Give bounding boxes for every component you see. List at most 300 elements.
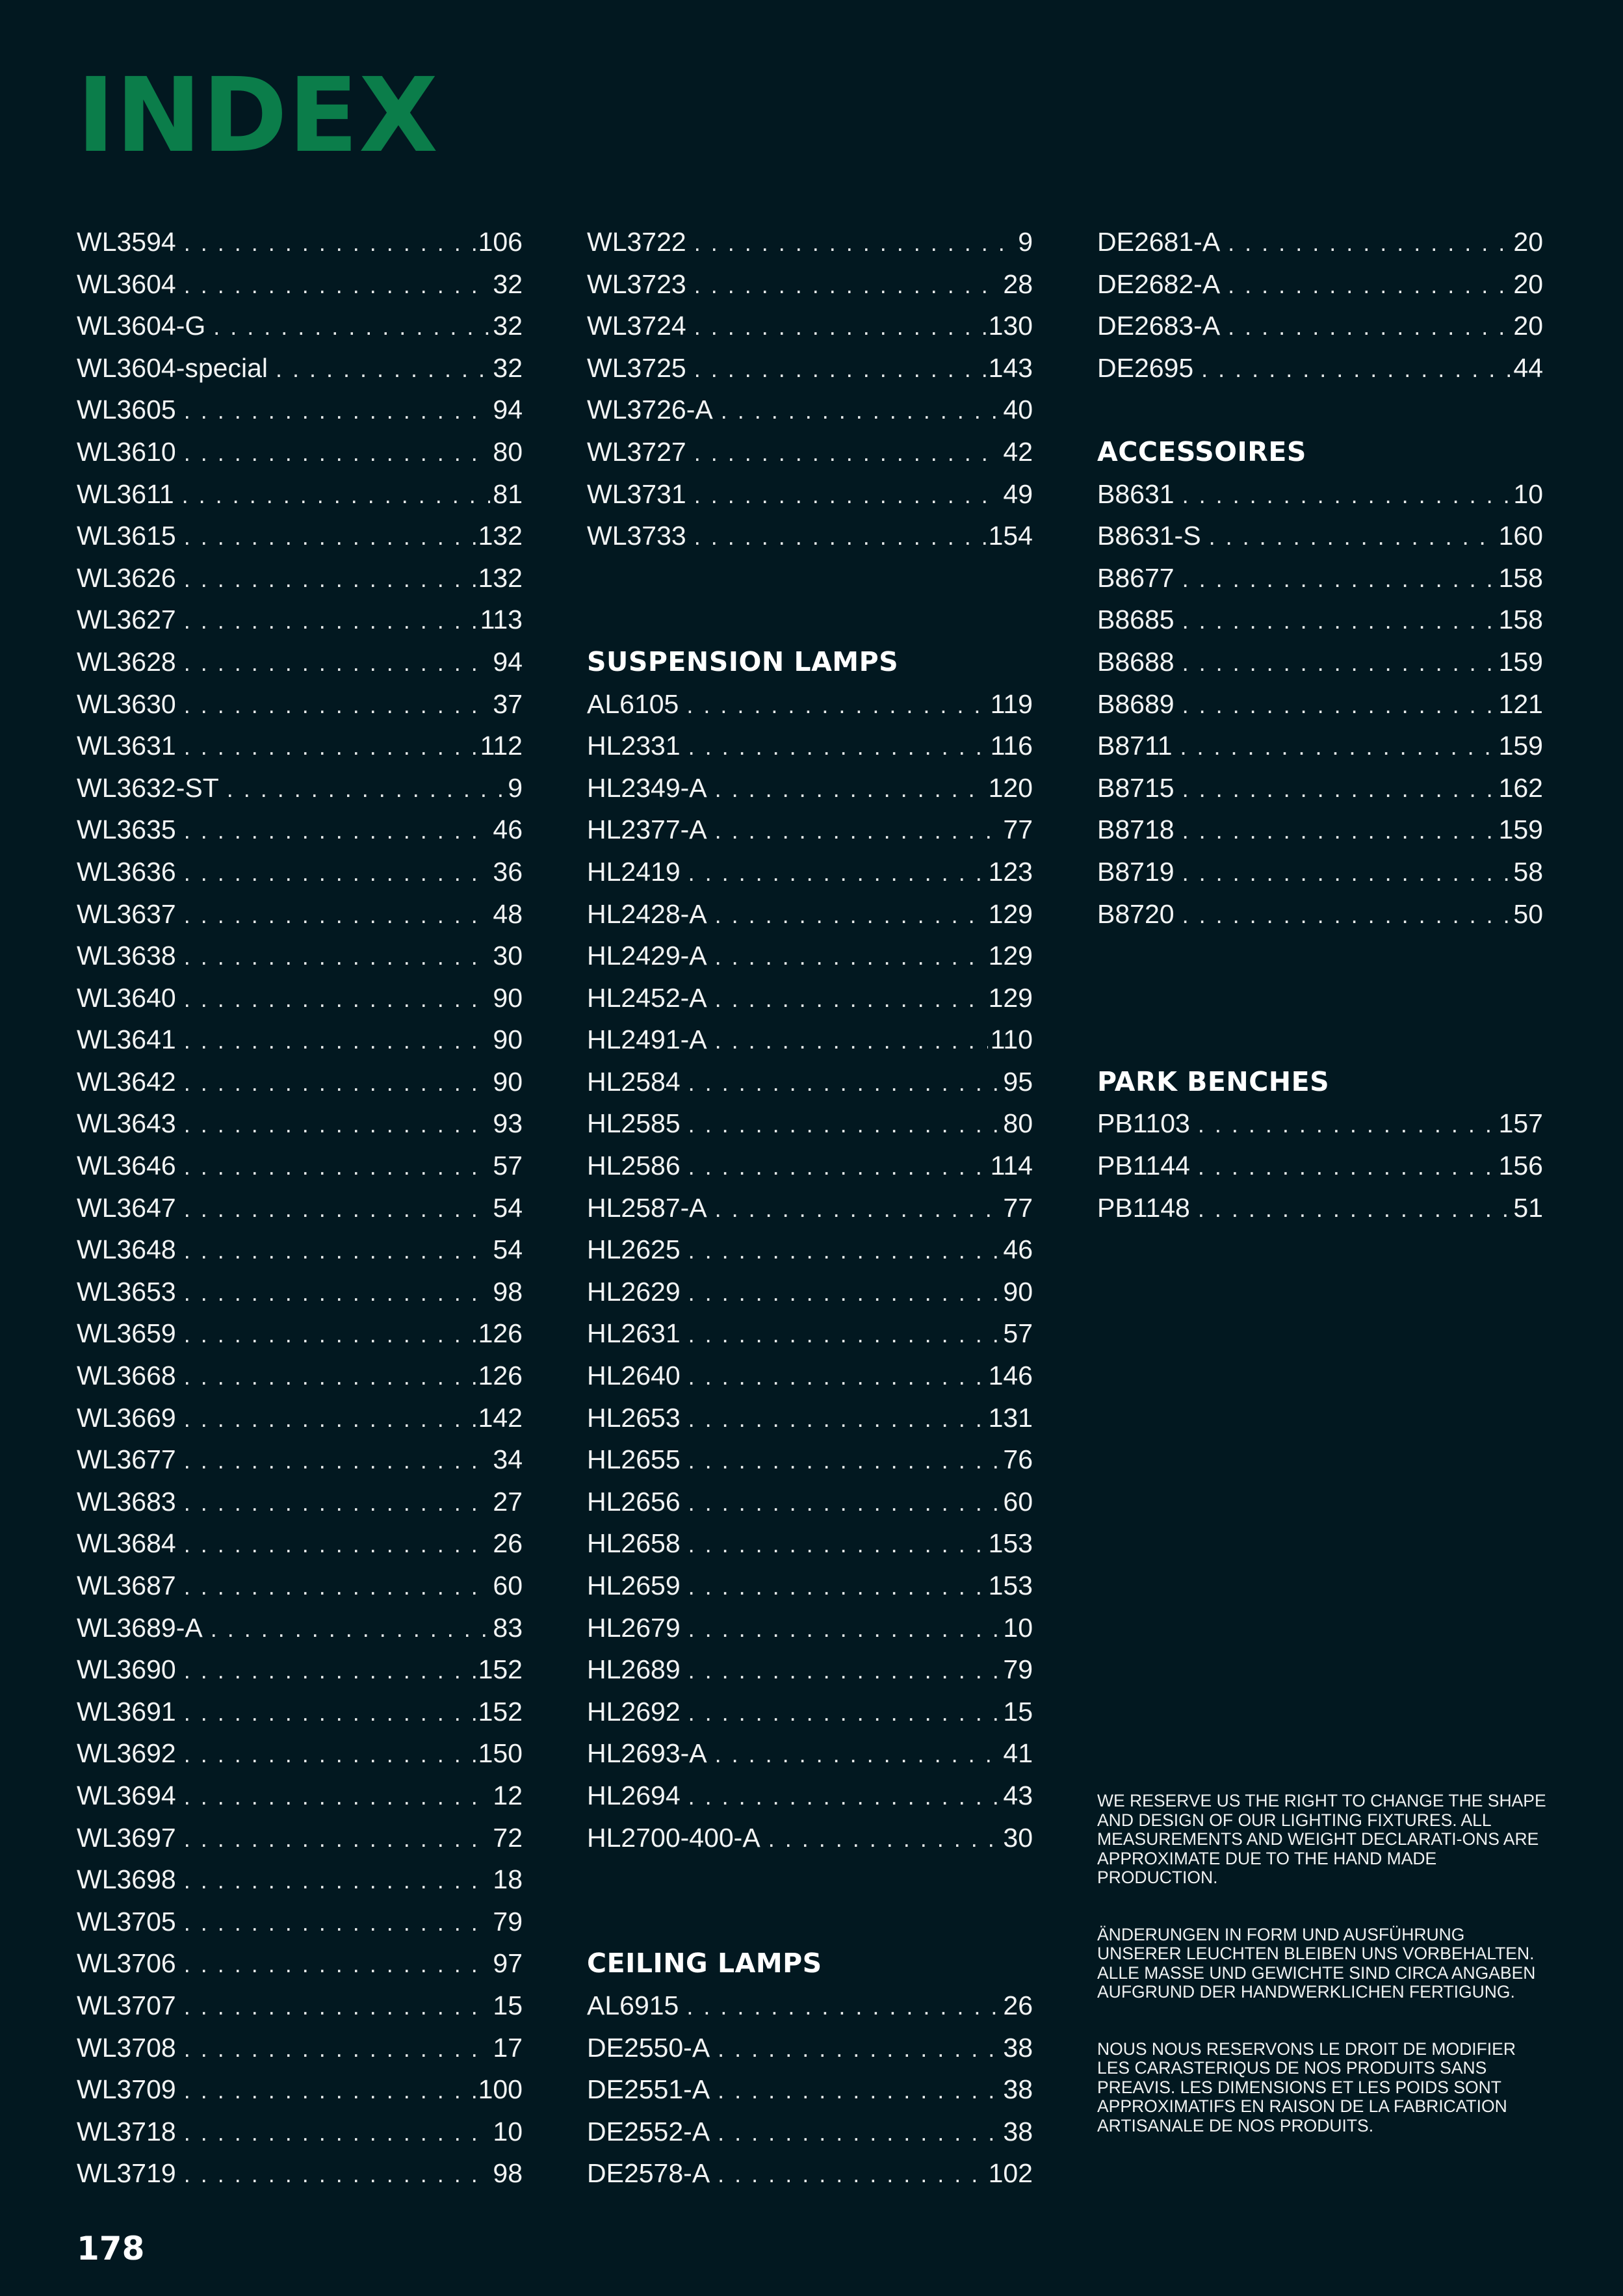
index-entry [587,431,1033,473]
index-entry [77,1481,523,1523]
dot-leader [276,348,490,391]
section-spacer [1097,935,1543,977]
product-code: B8688 [1097,646,1175,677]
section-spacer [1097,1019,1543,1061]
index-entry [587,1229,1033,1271]
page-reference: 153 [988,1528,1033,1559]
page-reference: 36 [493,856,523,887]
product-code: PB1148 [1097,1192,1190,1223]
dot-leader [1228,265,1511,307]
index-entry [77,2068,523,2111]
section-spacer [587,1859,1033,1901]
index-entry [587,725,1033,767]
product-code: HL2491-A [587,1024,707,1055]
product-code: HL2629 [587,1276,681,1307]
product-code: WL3632-ST [77,772,219,803]
page-reference: 98 [493,1276,523,1307]
index-column-1 [77,221,523,2195]
page-reference: 15 [493,1990,523,2020]
dot-leader [184,390,491,432]
index-entry [587,1985,1033,2027]
page-reference: 38 [1003,2074,1033,2105]
product-code: DE2681-A [1097,227,1221,257]
page-reference: 20 [1513,227,1543,257]
product-code: WL3640 [77,982,176,1013]
product-code: HL2700-400-A [587,1822,760,1853]
dot-leader [688,1146,988,1188]
index-entry [77,1859,523,1901]
index-entry [1097,851,1543,893]
index-entry [1097,263,1543,306]
dot-leader [768,1818,1001,1860]
dot-leader [715,978,986,1021]
product-code: WL3610 [77,436,176,467]
dot-leader [718,2070,1000,2112]
dot-leader [1180,726,1496,768]
page-reference: 152 [478,1654,523,1685]
dot-leader [1228,222,1511,265]
page-reference: 10 [493,2116,523,2146]
page-reference: 131 [988,1402,1033,1433]
page-reference: 100 [478,2074,523,2105]
dot-leader [184,1734,476,1776]
product-code: WL3687 [77,1571,176,1600]
index-entry [587,935,1033,977]
dot-leader [184,810,491,852]
page-reference: 30 [493,941,523,971]
dot-leader [184,1818,491,1860]
product-code: HL2679 [587,1612,681,1643]
index-entry [77,1942,523,1985]
section-spacer [587,599,1033,641]
index-entry [587,1019,1033,1061]
index-entry [1097,515,1543,557]
page-reference: 142 [478,1402,523,1433]
dot-leader [1198,1188,1511,1231]
index-entry [1097,725,1543,767]
page-reference: 51 [1513,1192,1543,1223]
index-entry [1097,1145,1543,1187]
index-entry [587,1565,1033,1607]
page-reference: 80 [1003,1108,1033,1139]
product-code: WL3708 [77,2032,176,2063]
dot-leader [184,432,491,475]
page-reference: 154 [988,521,1033,551]
page-reference: 38 [1003,2116,1033,2146]
product-code: HL2584 [587,1066,681,1097]
page-reference: 80 [493,436,523,467]
dot-leader [184,1482,491,1524]
dot-leader [184,2070,476,2112]
index-entry [77,2027,523,2069]
page-reference: 48 [493,898,523,929]
page-reference: 126 [478,1361,523,1391]
dot-leader [715,1188,1001,1231]
index-entry [587,1102,1033,1145]
product-code: HL2585 [587,1108,681,1139]
index-column-2 [587,221,1033,2195]
index-entry [587,1522,1033,1565]
dot-leader [184,222,476,265]
dot-leader [688,1104,1001,1146]
product-code: HL2587-A [587,1192,707,1223]
page-reference: 20 [1513,268,1543,299]
index-entry [77,2152,523,2195]
dot-leader [688,1566,986,1608]
dot-leader [718,2028,1000,2070]
product-code: WL3669 [77,1402,176,1433]
dot-leader [688,1062,1001,1104]
index-entry [77,683,523,725]
index-entry [587,851,1033,893]
index-entry [587,1732,1033,1775]
page-reference: 90 [493,1066,523,1097]
dot-leader [688,1524,986,1566]
index-entry [77,1732,523,1775]
product-code: WL3626 [77,562,176,593]
page-reference: 81 [493,478,523,509]
dot-leader [184,1020,491,1062]
page-reference: 152 [478,1696,523,1727]
dot-leader [184,265,491,307]
product-code: AL6105 [587,688,679,719]
dot-leader [688,1482,1001,1524]
page-reference: 160 [1498,521,1543,551]
page-reference: 132 [478,521,523,551]
index-entry [587,1607,1033,1649]
index-entry [1097,347,1543,389]
product-code: DE2578-A [587,2158,710,2189]
product-code: WL3627 [77,605,176,635]
product-code: B8719 [1097,856,1175,887]
page-reference: 20 [1513,311,1543,341]
product-code: WL3677 [77,1444,176,1475]
dot-leader [184,1062,491,1104]
product-code: WL3604 [77,268,176,299]
page-reference: 159 [1498,646,1543,677]
product-code: DE2683-A [1097,311,1221,341]
dot-leader [715,768,986,811]
index-entry [77,1691,523,1733]
page-reference: 90 [493,1024,523,1055]
index-entry [77,1522,523,1565]
product-code: HL2625 [587,1234,681,1265]
product-code: HL2631 [587,1318,681,1349]
disclaimer-notes [1097,1792,1552,2173]
index-entry [587,893,1033,935]
page-reference: 44 [1513,352,1543,383]
product-code: WL3684 [77,1528,176,1559]
page-reference: 26 [493,1528,523,1559]
index-entry [587,2152,1033,2195]
page-reference: 114 [990,1151,1033,1181]
product-code: B8685 [1097,605,1175,635]
index-entry [77,1229,523,1271]
index-entry [77,1439,523,1481]
dot-leader [1182,558,1496,601]
page-reference: 94 [493,395,523,425]
page-reference: 50 [1513,898,1543,929]
index-entry [77,599,523,641]
product-code: WL3689-A [77,1612,203,1643]
page-reference: 159 [1498,731,1543,761]
index-entry [587,473,1033,515]
dot-leader [184,1776,491,1818]
page-reference: 102 [988,2158,1033,2189]
dot-leader [184,1692,476,1734]
dot-leader [715,894,986,937]
index-column-3 [1097,221,1543,1229]
index-entry [587,1649,1033,1691]
disclaimer-french: NOUS NOUS RESERVONS LE DROIT DE MODIFIER LES CARASTERIQUS DE NOS PRODUITS SANS PREAVIS. LES DIMENSIONS ET LES POIDS SONT APPROXIMATIFS EN RAISON DE LA FABRICATION ARTISANALE DE NOS PRODUITS. [1097,2039,1516,2135]
section-heading: PARK BENCHES [1097,1065,1330,1097]
index-entry [77,1901,523,1943]
product-code: B8718 [1097,815,1175,845]
product-code: WL3707 [77,1990,176,2020]
page-reference: 119 [990,688,1033,719]
page-reference: 110 [990,1024,1033,1055]
page-number: 178 [77,2230,145,2267]
page-reference: 27 [493,1486,523,1517]
product-code: WL3635 [77,815,176,845]
product-code: DE2552-A [587,2116,710,2146]
index-entry [587,2068,1033,2111]
dot-leader [686,685,987,727]
page-reference: 77 [1003,1192,1033,1223]
dot-leader [694,306,986,348]
dot-leader [184,685,491,727]
product-code: B8631-S [1097,521,1201,551]
index-entry [77,1271,523,1313]
page-reference: 37 [493,688,523,719]
dot-leader [688,1650,1001,1692]
product-code: HL2377-A [587,815,707,845]
product-code: WL3726-A [587,395,713,425]
product-code: AL6915 [587,1990,679,2020]
page-reference: 18 [493,1864,523,1895]
dot-leader [184,1314,476,1356]
product-code: WL3722 [587,227,686,257]
dot-leader [184,1146,491,1188]
product-code: WL3646 [77,1151,176,1181]
page-reference: 54 [493,1234,523,1265]
index-entry [1097,1102,1543,1145]
page-reference: 116 [990,731,1033,761]
product-code: WL3605 [77,395,176,425]
dot-leader [688,1398,986,1441]
page-reference: 143 [988,352,1033,383]
page-reference: 126 [478,1318,523,1349]
index-entry [1097,221,1543,263]
dot-leader [694,475,1001,517]
product-code: WL3630 [77,688,176,719]
section-spacer [587,557,1033,599]
index-entry [1097,683,1543,725]
dot-leader [213,306,490,348]
product-code: WL3706 [77,1948,176,1979]
index-entry [77,1019,523,1061]
page-reference: 12 [493,1780,523,1810]
index-entry [1097,767,1543,809]
product-code: PB1103 [1097,1108,1190,1139]
product-code: WL3719 [77,2158,176,2189]
product-code: WL3641 [77,1024,176,1055]
dot-leader [184,1356,476,1398]
index-entry [587,1271,1033,1313]
product-code: WL3683 [77,1486,176,1517]
index-entry [77,767,523,809]
index-entry [77,1775,523,1817]
index-entry [1097,557,1543,599]
page-reference: 97 [493,1948,523,1979]
dot-leader [184,516,476,558]
dot-leader [688,1272,1001,1314]
page-reference: 32 [493,268,523,299]
product-code: WL3723 [587,268,686,299]
index-entry [77,1102,523,1145]
index-entry [77,1397,523,1439]
product-code: WL3643 [77,1108,176,1139]
page-reference: 129 [988,898,1033,929]
dot-leader [182,475,491,517]
index-entry [77,893,523,935]
page-reference: 93 [493,1108,523,1139]
index-entry [1097,809,1543,851]
page-title: INDEX [77,56,439,176]
product-code: WL3709 [77,2074,176,2105]
dot-leader [184,1524,491,1566]
product-code: HL2694 [587,1780,681,1810]
dot-leader [694,348,986,391]
dot-leader [184,558,476,601]
dot-leader [1201,348,1511,391]
dot-leader [184,642,491,685]
product-code: WL3604-special [77,352,268,383]
product-code: WL3604-G [77,311,206,341]
dot-leader [694,265,1001,307]
product-code: B8715 [1097,772,1175,803]
page-reference: 146 [988,1361,1033,1391]
dot-leader [1228,306,1511,348]
index-entry [587,1061,1033,1103]
page-reference: 30 [1003,1822,1033,1853]
page-reference: 38 [1003,2032,1033,2063]
dot-leader [688,1230,1001,1272]
page-reference: 106 [478,227,523,257]
page-reference: 60 [493,1571,523,1600]
dot-leader [211,1608,491,1650]
index-entry [587,2027,1033,2069]
section-heading: CEILING LAMPS [587,1948,822,1979]
product-code: WL3638 [77,941,176,971]
page-reference: 15 [1003,1696,1033,1727]
dot-leader [184,1566,491,1608]
product-code: HL2429-A [587,941,707,971]
page-reference: 159 [1498,815,1543,845]
product-code: HL2689 [587,1654,681,1685]
index-entry [77,1355,523,1397]
dot-leader [715,1020,988,1062]
page-reference: 46 [493,815,523,845]
dot-leader [184,2154,491,2196]
index-entry [587,2111,1033,2153]
disclaimer-english: WE RESERVE US THE RIGHT TO CHANGE THE SHAPE AND DESIGN OF OUR LIGHTING FIXTURES. ALL MEASUREMENTS AND WEIGHT DECLARATI-ONS ARE APPROXIMATE DUE TO THE HAND MADE PRODUCTION. [1097,1791,1546,1887]
page-reference: 58 [1513,856,1543,887]
dot-leader [688,852,986,894]
product-code: HL2428-A [587,898,707,929]
index-entry [587,683,1033,725]
index-entry [587,221,1033,263]
page-reference: 32 [493,352,523,383]
index-entry [587,263,1033,306]
index-entry [77,809,523,851]
index-entry [77,2111,523,2153]
page-reference: 157 [1498,1108,1543,1139]
dot-leader [1182,475,1511,517]
product-code: WL3642 [77,1066,176,1097]
page-reference: 9 [508,772,523,803]
dot-leader [1182,642,1496,685]
section-spacer [1097,977,1543,1019]
index-entry [77,557,523,599]
page-reference: 79 [493,1906,523,1937]
dot-leader [184,1986,491,2028]
section-spacer [587,1901,1033,1943]
page-reference: 40 [1003,395,1033,425]
dot-leader [184,600,478,642]
product-code: WL3705 [77,1906,176,1937]
index-entry [587,1312,1033,1355]
page-reference: 42 [1003,436,1033,467]
product-code: HL2658 [587,1528,681,1559]
product-code: DE2551-A [587,2074,710,2105]
index-entry [1097,641,1543,683]
dot-leader [718,2112,1000,2154]
dot-leader [688,1692,1001,1734]
product-code: B8677 [1097,562,1175,593]
dot-leader [184,978,491,1021]
page-reference: 17 [493,2032,523,2063]
product-code: HL2659 [587,1571,681,1600]
dot-leader [688,1776,1001,1818]
index-entry [77,515,523,557]
index-entry [1097,473,1543,515]
page-reference: 28 [1003,268,1033,299]
dot-leader [184,1860,491,1902]
product-code: WL3694 [77,1780,176,1810]
index-entry [587,1481,1033,1523]
product-code: WL3733 [587,521,686,551]
disclaimer-german: ÄNDERUNGEN IN FORM UND AUSFÜHRUNG UNSERER LEUCHTEN BLEIBEN UNS VORBEHALTEN. ALLE MASSE UND GEWICHTE SIND CIRCA ANGABEN AUFGRUND DER HANDWERKLICHEN FERTIGUNG. [1097,1924,1536,2002]
page-reference: 43 [1003,1780,1033,1810]
dot-leader [184,2112,491,2154]
product-code: WL3697 [77,1822,176,1853]
index-entry [1097,599,1543,641]
product-code: WL3615 [77,521,176,551]
dot-leader [184,1440,491,1482]
dot-leader [1182,894,1511,937]
product-code: WL3653 [77,1276,176,1307]
product-code: WL3731 [587,478,686,509]
dot-leader [184,1902,491,1944]
dot-leader [1182,600,1496,642]
dot-leader [1182,810,1496,852]
index-entry [587,347,1033,389]
index-entry [77,977,523,1019]
section-heading: ACCESSOIRES [1097,436,1306,467]
product-code: WL3690 [77,1654,176,1685]
product-code: PB1144 [1097,1151,1190,1181]
